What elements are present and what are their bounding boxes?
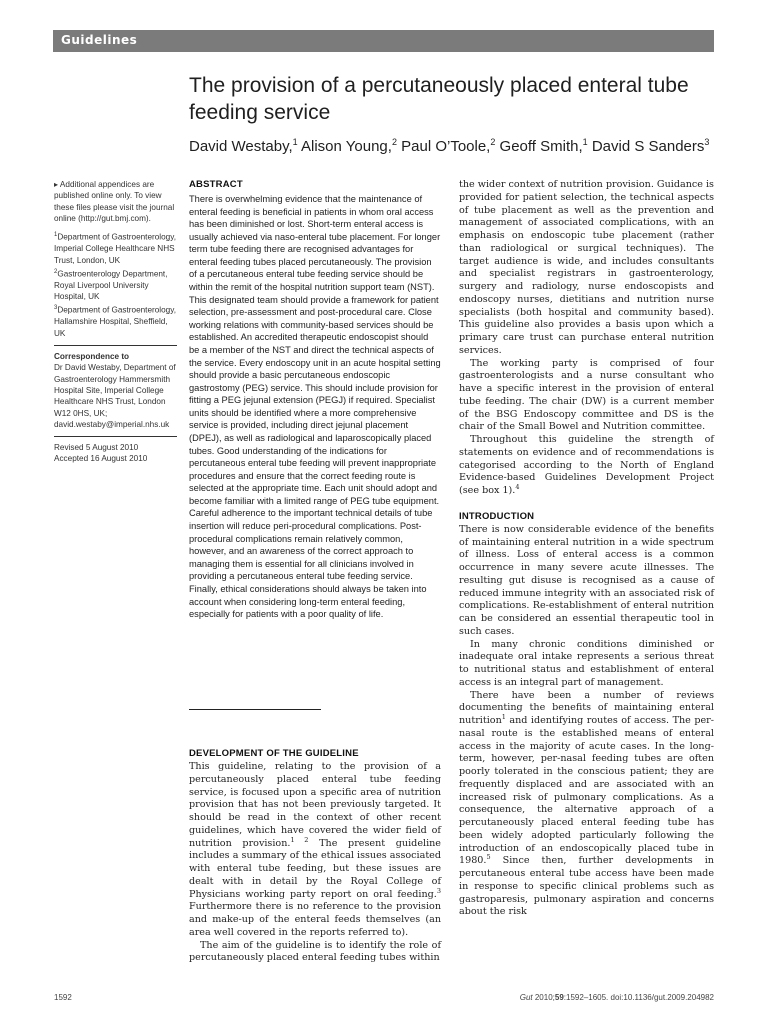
intro-paragraph-1: There is now considerable evidence of the benefits of maintaining enteral nutrition in a wide spectrum of illness. Loss of enteral access is a common occurrence in many severe acute illnesses. The resulting gut disuse is recognised as a cause of reduced immune integrity with an associated risk of complications. Re-establishment of enteral nutrition can be considered an essential therapeutic tool in such cases. — [459, 523, 714, 637]
evidence-paragraph: Throughout this guideline the strength of statements on evidence and of recommendations is categorised according to the North of England Evidence-based Guidelines Development Project (see box 1).$^4$ — [459, 434, 714, 496]
working-party-paragraph: The working party is comprised of four gastroenterologists and a nurse consultant who have a specific interest in the provision of enteral tube feeding. The chair (DW) is a current member of the BSG Endoscopy committee and DS is the chair of the Small Bowel and Nutrition committee. — [459, 357, 714, 433]
development-paragraph-2: The aim of the guideline is to identify the role of percutaneously placed enteral feeding tubes within — [189, 939, 441, 964]
development-section — [189, 748, 441, 965]
author-name: David Westaby, — [189, 138, 293, 155]
author-name: Alison Young, — [301, 138, 392, 155]
citation-sup[interactable]: 1 2 — [290, 835, 309, 844]
sidebar-divider — [54, 345, 177, 346]
affiliation-sup: 2 — [54, 268, 58, 275]
abstract-section — [189, 179, 441, 621]
author-affiliation-sup: 2 — [391, 137, 397, 147]
revised-date: Revised 5 August 2010 — [54, 443, 139, 453]
abstract-heading: ABSTRACT — [189, 179, 243, 190]
section-banner — [53, 30, 714, 52]
affiliation-sup: 1 — [54, 232, 58, 239]
introduction-heading: INTRODUCTION — [459, 510, 535, 522]
sidebar-notes — [54, 179, 177, 465]
citation-sup[interactable]: 3 — [436, 886, 441, 895]
affiliation-3 — [54, 303, 177, 339]
development-paragraph-1: This guideline, relating to the provision of a percutaneously placed enteral tube feeding service, is focused upon a specific area of nutrition provision that has not been previously targeted. It should be read in the context of other recent guidelines, which have covered the wider field of nutrition provision.$^{1 2}$ The present guideline includes a summary of the ethical issues associated with enteral tube feeding, but these issues are dealt with in detail by the Royal College of Physicians working party report on oral feeding.$^3$ Furthermore there is no reference to the provision and make-up of the enteral feeds themselves (an area well covered in the reports referred to). — [189, 761, 441, 938]
affiliation-1 — [54, 230, 177, 266]
citation-sup[interactable]: 4 — [515, 482, 520, 491]
author-affiliation-sup: 1 — [582, 137, 588, 147]
development-heading: DEVELOPMENT OF THE GUIDELINE — [189, 748, 359, 759]
affiliation-sup: 3 — [54, 305, 58, 312]
citation-footer: Gut 2010;59:1592–1605. doi:10.1136/gut.2009.204982 — [519, 993, 714, 1002]
intro-paragraph-2: In many chronic conditions diminished or inadequate oral intake represents a serious threat to nutritional status and establishment of enteral access is an integral part of management. — [459, 638, 714, 688]
abstract-divider — [189, 709, 321, 710]
article-title: The provision of a percutaneously placed enteral tube feeding service — [189, 74, 689, 124]
right-column — [459, 179, 714, 919]
correspondence-heading: Correspondence to — [54, 352, 130, 362]
author-affiliation-sup: 2 — [490, 137, 496, 147]
appendix-note[interactable]: ▸ Additional appendices are published online only. To view these files please visit the journal online (http://gut.bmj.com). — [54, 180, 175, 223]
author-list — [189, 137, 719, 155]
citation-sup[interactable]: 5 — [486, 853, 491, 862]
context-paragraph: the wider context of nutrition provision. Guidance is provided for patient selection, the technical aspects of tube placement as well as the prevention and management of associated complications, with an emphasis on endoscopic tube placement (rather than radiological or surgical techniques). The target audience is wide, and includes consultants and specialist registrars in gastroenterology, surgery and radiology, nurse endoscopists and endoscopy nurses, dietitians and nutrition nurse specialists (both hospital and community based). This guideline also provides a basis upon which a primary care trust can purchase enteral nutrition services. — [459, 179, 714, 356]
citation-sup[interactable]: 1 — [501, 712, 506, 721]
sidebar-divider — [54, 436, 177, 437]
author-name: Paul O’Toole, — [401, 138, 491, 155]
section-label: Guidelines — [61, 33, 138, 47]
author-name: David S Sanders — [591, 138, 705, 155]
page-number: 1592 — [54, 993, 72, 1002]
affiliation-text: Department of Gastroenterology, Imperial College Healthcare NHS Trust, London, UK — [54, 232, 176, 265]
abstract-text: There is overwhelming evidence that the maintenance of enteral feeding is beneficial in patients in whom oral access has been diminished or lost. Short-term enteral access is usually achieved via naso-enteral tube placement. For longer term tube feeding there are recognised advantages for enteral feeding tubes placed percutaneously. The provision of a percutaneous enteral tube feeding service should be within the remit of the hospital nutrition support team (NST). This designated team should provide a framework for patient selection, pre-assessment and post-procedural care. Close working relations with community-based services should be established. An accredited therapeutic endoscopist should be a member of the NST and direct the technical aspects of the service. Every endoscopy unit in an acute hospital setting should provide a basic percutaneous endoscopic gastrostomy (PEG) service. This should include provision for fitting a PEG jejunal extension (PEGJ) if required. Specialist units should be identified where a more comprehensive service is provided, including direct jejunal placement (DPEJ), as well as radiological and laparoscopically placed tubes. Good understanding of the indications for percutaneous enteral tube feeding will prevent inappropriate procedures and ensure that the correct feeding route is selected at the appropriate time. Each unit should adopt and become familiar with a limited range of PEG tube equipment. Careful adherence to the important technical details of tube insertion will reduce peri-procedural complications. Post-procedural complications remain relatively common, however, and an awareness of the correct approach to managing them is essential for all clinicians involved in providing a percutaneous enteral tube feeding service. Finally, ethical considerations should always be taken into account when considering long-term enteral feeding, especially for patients with a poor quality of life. — [189, 194, 441, 620]
correspondence-address[interactable]: Dr David Westaby, Department of Gastroenterology Hammersmith Hospital Site, Imperial College Healthcare NHS Trust, London W12 0HS, UK; david.westaby@imperial.nhs.uk — [54, 363, 176, 429]
accepted-date: Accepted 16 August 2010 — [54, 454, 148, 464]
author-affiliation-sup: 3 — [704, 137, 710, 147]
intro-paragraph-3: There have been a number of reviews documenting the benefits of maintaining enteral nutrition$^1$ and identifying routes of access. The per-nasal route is the established means of enteral access in the majority of acute cases. In the long-term, however, per-nasal feeding tubes are often poorly tolerated in the conscious patient; they are frequently displaced and are associated with an increased risk of pulmonary complications. As a consequence, the alternative approach of a percutaneously placed enteral feeding tube has been widely adopted particularly following the introduction of an endoscopically placed tube in 1980.$^5$ Since then, further developments in percutaneous enteral tube access have been made in response to specific clinical problems such as gastroparesis, pulmonary aspiration and concerns about the risk — [459, 689, 714, 918]
affiliation-text: Gastroenterology Department, Royal Liverpool University Hospital, UK — [54, 269, 168, 302]
affiliation-2 — [54, 267, 177, 303]
author-name: Geoff Smith, — [499, 138, 583, 155]
affiliation-text: Department of Gastroenterology, Hallamshire Hospital, Sheffield, UK — [54, 306, 176, 338]
author-affiliation-sup: 1 — [292, 137, 298, 147]
